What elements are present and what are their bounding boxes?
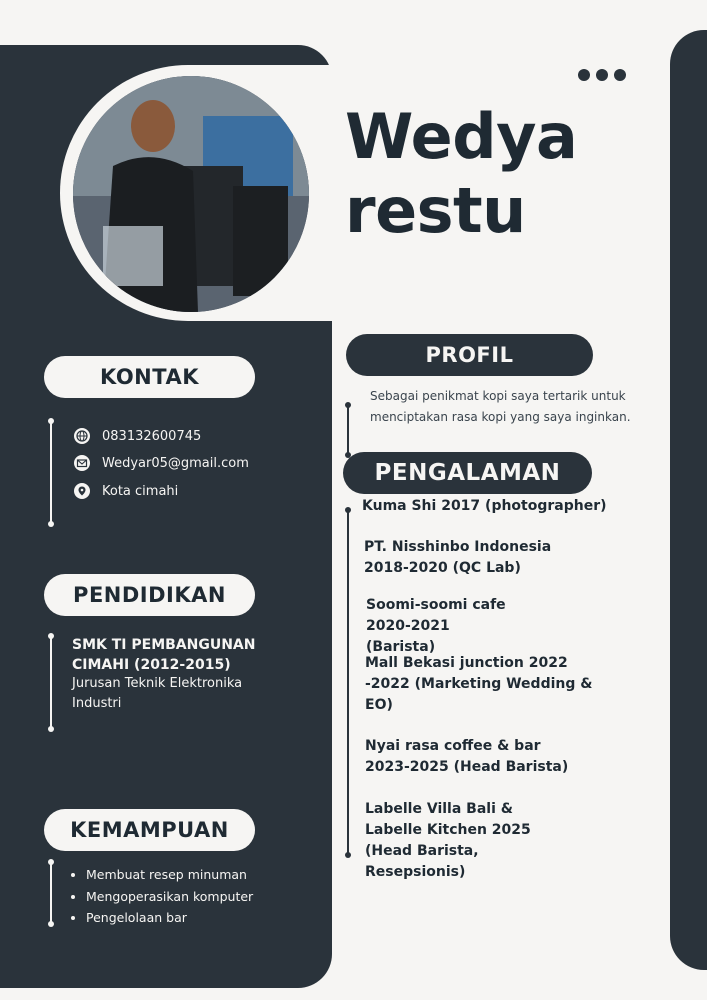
right-accent-bar — [670, 30, 707, 970]
contact-location — [74, 483, 178, 499]
profile-heading: PROFIL — [346, 334, 593, 376]
experience-item: Kuma Shi 2017 (photographer) — [362, 498, 607, 514]
contact-phone — [74, 428, 201, 444]
education-heading: PENDIDIKAN — [44, 574, 255, 616]
contact-heading: KONTAK — [44, 356, 255, 398]
mail-icon — [74, 455, 90, 471]
location-text: Kota cimahi — [102, 483, 179, 499]
phone-text: 083132600745 — [102, 428, 202, 444]
first-name: Wedya — [345, 100, 578, 173]
contact-divider — [50, 421, 52, 524]
education-divider — [50, 636, 52, 729]
skill-item: • Pengelolaan bar — [86, 907, 253, 929]
last-name: restu — [345, 174, 526, 247]
skills-heading: KEMAMPUAN — [44, 809, 255, 851]
contact-email — [74, 455, 249, 471]
more-dots-icon — [578, 69, 626, 81]
profile-photo — [73, 76, 309, 312]
skill-item: • Mengoperasikan komputer — [86, 886, 253, 908]
candidate-name — [345, 100, 577, 248]
profile-text: Sebagai penikmat kopi saya tertarik untuk menciptakan rasa kopi yang saya inginkan. — [370, 389, 631, 424]
experience-divider — [347, 510, 349, 855]
globe-icon — [74, 428, 90, 444]
profile-divider — [347, 405, 349, 455]
skill-item: • Membuat resep minuman — [86, 864, 253, 886]
experience-item: Mall Bekasi junction 2022 -2022 (Marketing Wedding & EO) — [365, 655, 593, 713]
experience-item: Labelle Villa Bali & Labelle Kitchen 2025 (Head Barista, Resepsionis) — [365, 801, 531, 880]
skills-divider — [50, 862, 52, 924]
experience-item: Soomi-soomi cafe 2020-2021 (Barista) — [366, 597, 506, 655]
education-major: Jurusan Teknik Elektronika Industri — [72, 676, 243, 711]
skills-list — [72, 864, 253, 929]
experience-heading: PENGALAMAN — [343, 452, 592, 494]
location-pin-icon — [74, 483, 90, 499]
email-text: Wedyar05@gmail.com — [102, 455, 249, 471]
experience-item: PT. Nisshinbo Indonesia 2018-2020 (QC Lab) — [364, 539, 552, 576]
education-school: SMK TI PEMBANGUNAN CIMAHI (2012-2015) — [72, 637, 256, 673]
experience-item: Nyai rasa coffee & bar 2023-2025 (Head Barista) — [365, 738, 569, 775]
